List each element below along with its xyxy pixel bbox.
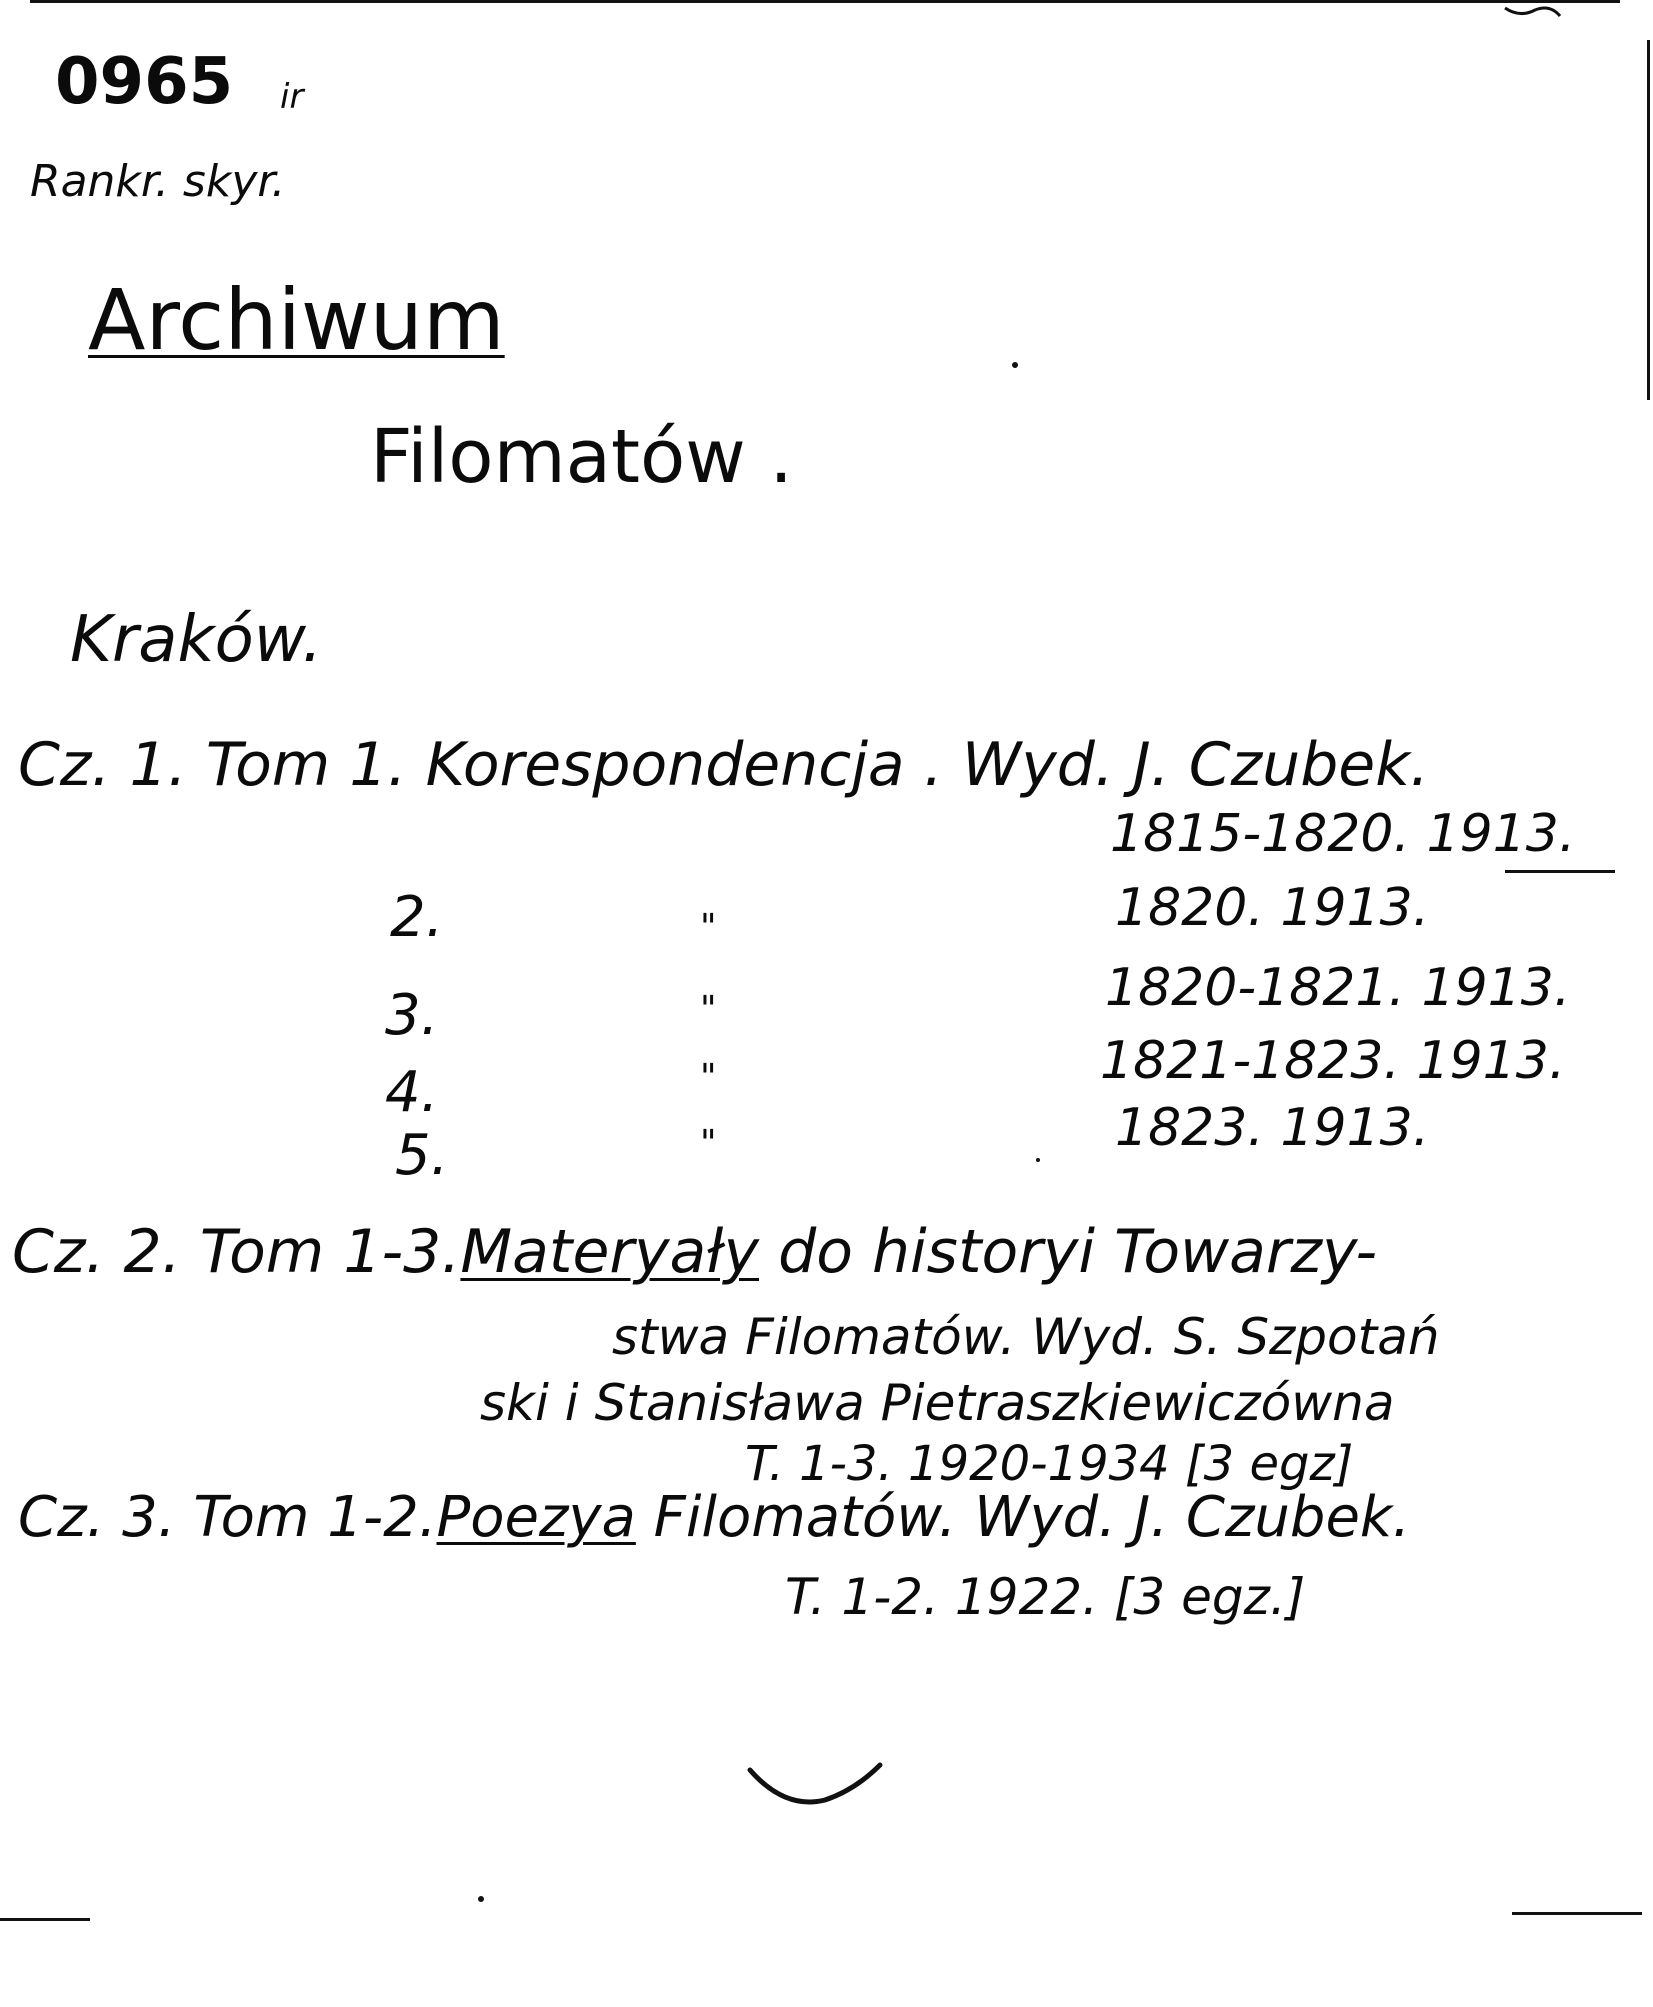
part3-rest: Filomatów. Wyd. J. Czubek.: [635, 1485, 1411, 1550]
volume-ditto: ": [700, 1057, 717, 1098]
volume-dates: 1821-1823. 1913.: [1100, 1031, 1566, 1091]
volume-number: 2.: [390, 885, 444, 950]
part2-line4: T. 1-3. 1920-1934 [3 egz]: [745, 1436, 1354, 1492]
volume-dates: 1820-1821. 1913.: [1105, 958, 1571, 1018]
brace-mark: [745, 1760, 885, 1820]
part2-line1: [12, 1217, 1378, 1287]
bottom-left-edge-line: [0, 1918, 90, 1921]
part2-title: Materyały: [460, 1217, 760, 1287]
part2-rest: do historyi Towarzy-: [759, 1217, 1378, 1287]
part1-heading: Cz. 1. Tom 1. Korespondencja . Wyd. J. Czubek.: [18, 730, 1430, 800]
part2-line3: ski i Stanisława Pietraszkiewiczówna: [480, 1374, 1395, 1432]
part2-prefix: Cz. 2. Tom 1-3.: [12, 1217, 461, 1287]
part3-line2: T. 1-2. 1922. [3 egz.]: [785, 1568, 1306, 1626]
part2-line2: stwa Filomatów. Wyd. S. Szpotań: [612, 1308, 1440, 1366]
title-filomatow: Filomatów .: [370, 414, 793, 500]
card-number-value: 0965: [55, 45, 234, 119]
part3-prefix: Cz. 3. Tom 1-2.: [18, 1485, 437, 1550]
shelf-mark: Rankr. skyr.: [30, 156, 286, 207]
part1-first-dates: 1815-1820. 1913.: [1110, 804, 1576, 864]
card-number-suffix: ir: [280, 77, 304, 117]
place: Kraków.: [70, 603, 323, 677]
ink-speck: [1036, 1158, 1040, 1162]
part3-title: Poezya: [436, 1485, 636, 1550]
bottom-right-edge-line: [1512, 1912, 1642, 1915]
card-number: [55, 45, 234, 119]
ink-speck: [1012, 362, 1018, 368]
volume-number: 5.: [395, 1123, 449, 1188]
volume-dates: 1820. 1913.: [1115, 878, 1430, 938]
volume-ditto: ": [700, 907, 717, 948]
top-edge-line: [30, 0, 1620, 3]
volume-dates: 1823. 1913.: [1115, 1098, 1430, 1158]
part1-underline: [1505, 870, 1615, 873]
volume-ditto: ": [700, 989, 717, 1030]
corner-mark: [1500, 0, 1570, 30]
volume-number: 3.: [385, 983, 439, 1048]
ink-speck: [478, 1896, 484, 1902]
title-archiwum: Archiwum: [88, 271, 505, 369]
right-edge-line: [1647, 40, 1650, 400]
volume-number: 4.: [385, 1060, 439, 1125]
part3-line1: [18, 1485, 1411, 1550]
volume-ditto: ": [700, 1123, 717, 1164]
